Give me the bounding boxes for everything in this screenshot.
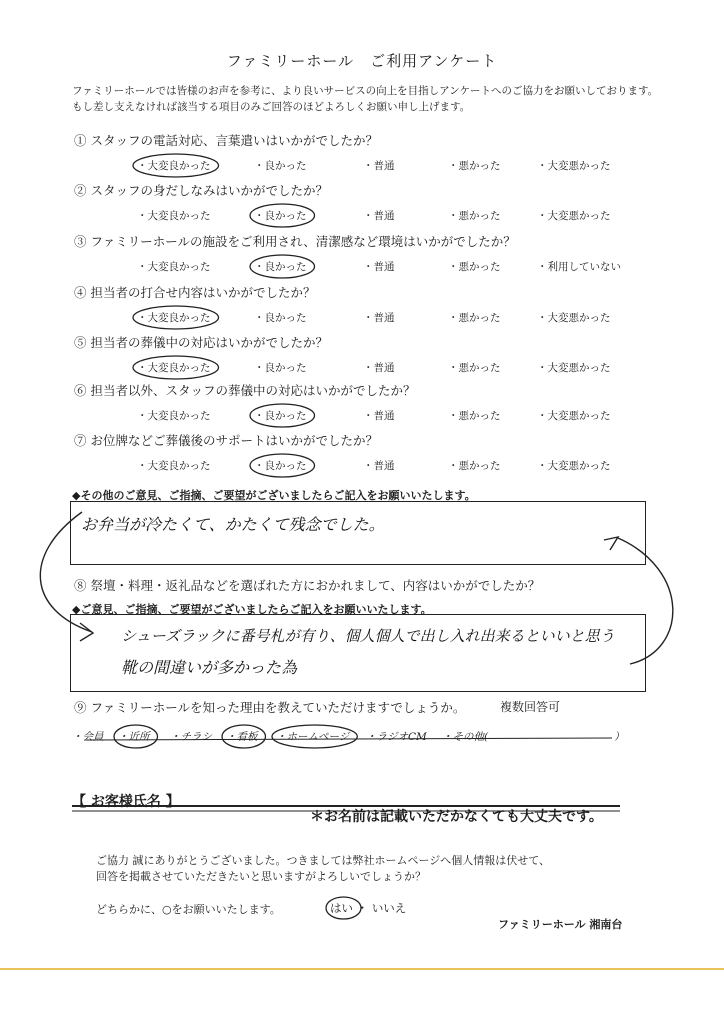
q5-option-1[interactable]: ・大変良かった [137, 362, 211, 374]
page-title: ファミリーホール ご利用アンケート [226, 52, 498, 70]
question-8: ⑧ 祭壇・料理・返礼品などを選ばれた方におかれまして、内容はいかがでしたか？ [74, 578, 541, 593]
q3-option-2[interactable]: ・良かった [254, 261, 307, 273]
q4-option-3[interactable]: ・普通 [363, 312, 395, 324]
q7-option-5[interactable]: ・大変悪かった [537, 460, 611, 472]
q1-option-1[interactable]: ・大変良かった [137, 160, 211, 172]
comments-label-2: ◆ご意見、ご指摘、ご要望がございましたらご記入をお願いいたします。 [72, 603, 432, 616]
comment-box-1[interactable] [70, 501, 646, 565]
q6-option-4[interactable]: ・悪かった [448, 410, 501, 422]
q7-option-4[interactable]: ・悪かった [448, 460, 501, 472]
customer-name-label: 【 お客様氏名 】 [72, 794, 180, 810]
q9-option-5[interactable]: ・ホームページ [276, 731, 350, 743]
q5-option-4[interactable]: ・悪かった [448, 362, 501, 374]
q6-option-2[interactable]: ・良かった [254, 410, 307, 422]
consent-no-option[interactable]: いいえ [371, 901, 407, 915]
q1-option-2[interactable]: ・良かった [254, 160, 307, 172]
intro-line-1: ファミリーホールでは皆様のお声を参考に、より良いサービスの向上を目指しアンケートへのご協力をお願いしております。 [72, 85, 659, 97]
q1-option-5[interactable]: ・大変悪かった [537, 160, 611, 172]
question-2: ② スタッフの身だしなみはいかがでしたか？ [74, 183, 328, 198]
q4-option-1[interactable]: ・大変良かった [137, 312, 211, 324]
q2-option-5[interactable]: ・大変悪かった [537, 210, 611, 222]
q3-option-3[interactable]: ・普通 [363, 261, 395, 273]
q1-option-3[interactable]: ・普通 [363, 160, 395, 172]
q6-option-5[interactable]: ・大変悪かった [537, 410, 611, 422]
q5-option-5[interactable]: ・大変悪かった [537, 362, 611, 374]
q9-option-1[interactable]: ・会員 [72, 731, 104, 743]
comment-text-2a: シューズラックに番号札が有り、個人個人で出し入れ出来るといいと思う [121, 627, 615, 645]
bottom-gold-rule [0, 968, 724, 970]
question-7: ⑦ お位牌などご葬儀後のサポートはいかがでしたか？ [74, 433, 378, 448]
intro-line-2: もし差し支えなければ該当する項目のみご回答のほどよろしくお願い申し上げます。 [72, 101, 471, 113]
q4-option-5[interactable]: ・大変悪かった [537, 312, 611, 324]
q6-option-1[interactable]: ・大変良かった [137, 410, 211, 422]
q9-option-2[interactable]: ・近所 [118, 731, 150, 743]
consent-separator: ・ [356, 901, 369, 915]
comments-label-1: ◆その他のご意見、ご指摘、ご要望がございましたらご記入をお願いいたします。 [72, 489, 476, 502]
question-3: ③ ファミリーホールの施設をご利用され、清潔感など環境はいかがでしたか？ [74, 234, 516, 249]
q3-option-5[interactable]: ・利用していない [537, 261, 621, 273]
q4-option-2[interactable]: ・良かった [254, 312, 307, 324]
question-9: ⑨ ファミリーホールを知った理由を教えていただけますでしょうか。 [74, 700, 466, 715]
question-6: ⑥ 担当者以外、スタッフの葬儀中の対応はいかがでしたか？ [74, 383, 416, 398]
comment-text-2b: 靴の間違いが多かった為 [121, 658, 298, 677]
q9-option-3[interactable]: ・チラシ [170, 731, 212, 743]
q9-option-7[interactable]: ・その他( [442, 731, 489, 743]
question-1: ① スタッフの電話対応、言葉遣いはいかがでしたか？ [74, 133, 378, 148]
comment-text-1: お弁当が冷たくて、かたくて残念でした。 [81, 515, 385, 534]
q9-option-6[interactable]: ・ラジオCM [366, 731, 427, 743]
q2-option-1[interactable]: ・大変良かった [137, 210, 211, 222]
thanks-line-1: ご協力 誠にありがとうございました。つきましては弊社ホームページへ個人情報は伏せて、 [96, 854, 551, 867]
q2-option-3[interactable]: ・普通 [363, 210, 395, 222]
question-5: ⑤ 担当者の葬儀中の対応はいかがでしたか？ [74, 335, 328, 350]
q6-option-3[interactable]: ・普通 [363, 410, 395, 422]
q7-option-3[interactable]: ・普通 [363, 460, 395, 472]
question-4: ④ 担当者の打合せ内容はいかがでしたか？ [74, 285, 316, 300]
consent-prompt: どちらかに、○をお願いいたします。 [96, 903, 281, 916]
comment-box-2[interactable] [70, 614, 646, 692]
q5-option-2[interactable]: ・良かった [254, 362, 307, 374]
consent-yes-option[interactable]: はい [330, 901, 353, 915]
q7-option-2[interactable]: ・良かった [254, 460, 307, 472]
q3-option-1[interactable]: ・大変良かった [137, 261, 211, 273]
q2-option-2[interactable]: ・良かった [254, 210, 307, 222]
customer-name-note: ＊お名前は記載いただかなくても大丈夫です。 [310, 809, 603, 825]
q3-option-4[interactable]: ・悪かった [448, 261, 501, 273]
thanks-line-2: 回答を掲載させていただきたいと思いますがよろしいでしょうか？ [96, 870, 426, 883]
consent-options [330, 900, 406, 916]
q4-option-4[interactable]: ・悪かった [448, 312, 501, 324]
footer-hall-name: ファミリーホール 湘南台 [498, 918, 623, 931]
q1-option-4[interactable]: ・悪かった [448, 160, 501, 172]
q9-option-4[interactable]: ・看板 [226, 731, 258, 743]
q5-option-3[interactable]: ・普通 [363, 362, 395, 374]
q7-option-1[interactable]: ・大変良かった [137, 460, 211, 472]
q2-option-4[interactable]: ・悪かった [448, 210, 501, 222]
q9-option-8[interactable]: ） [614, 731, 625, 743]
multiple-answer-note: 複数回答可 [500, 700, 561, 714]
